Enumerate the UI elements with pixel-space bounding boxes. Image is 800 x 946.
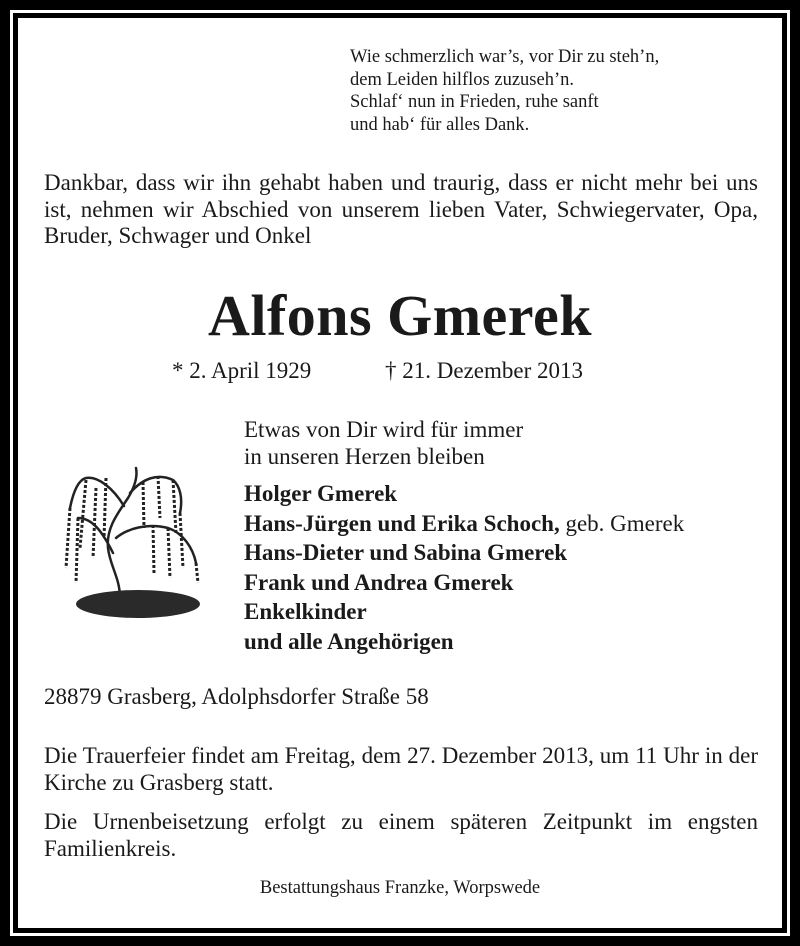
mourner-name: Frank und Andrea Gmerek (244, 569, 514, 595)
poem (350, 46, 659, 136)
mourner-suffix: geb. Gmerek (559, 510, 685, 536)
burial-info: Die Urnenbeisetzung erfolgt zu einem späteren Zeitpunkt im engsten Familienkreis. (44, 809, 758, 861)
mourner (244, 627, 684, 657)
intro-text: Dankbar, dass wir ihn gehabt haben und traurig, dass er nicht mehr bei uns ist, nehmen wir Abschied von unserem lieben Vater, Schwiegervater, Opa, Bruder, Schwager und Onkel (44, 170, 758, 248)
poem-line: dem Leiden hilflos zuzuseh’n. (350, 69, 574, 90)
willow-tree-icon (58, 458, 208, 628)
mourner-name: und alle Angehörigen (244, 628, 454, 654)
mourner-name: Holger Gmerek (244, 481, 398, 506)
mourner (244, 568, 684, 598)
funeral-info: Die Trauerfeier findet am Freitag, dem 27. Dezember 2013, um 11 Uhr in der Kirche zu Grasberg statt. (44, 743, 758, 795)
birth-date: * 2. April 1929 (172, 358, 312, 383)
poem-line: Schlaf‘ nun in Frieden, ruhe sanft (350, 92, 599, 112)
poem-line: und hab‘ für alles Dank. (350, 114, 530, 135)
mourners-list (244, 479, 684, 657)
quote-line: in unseren Herzen bleiben (244, 444, 485, 469)
death-date: † 21. Dezember 2013 (385, 358, 583, 383)
quote (244, 416, 523, 470)
funeral-home: Bestattungshaus Franzke, Worpswede (259, 878, 541, 898)
mourner-name: Hans-Jürgen und Erika Schoch, (244, 510, 560, 536)
mourner-name: Enkelkinder (244, 599, 367, 625)
deceased-name: Alfons Gmerek (207, 283, 592, 348)
mourner (244, 538, 684, 568)
poem-line: Wie schmerzlich war’s, vor Dir zu steh’n, (350, 47, 660, 67)
mourner (244, 509, 684, 539)
mourner-name: Hans-Dieter und Sabina Gmerek (244, 540, 568, 566)
mourner (244, 479, 684, 509)
address: 28879 Grasberg, Adolphsdorfer Straße 58 (44, 684, 429, 709)
mourner (244, 597, 684, 627)
quote-line: Etwas von Dir wird für immer (244, 417, 524, 442)
